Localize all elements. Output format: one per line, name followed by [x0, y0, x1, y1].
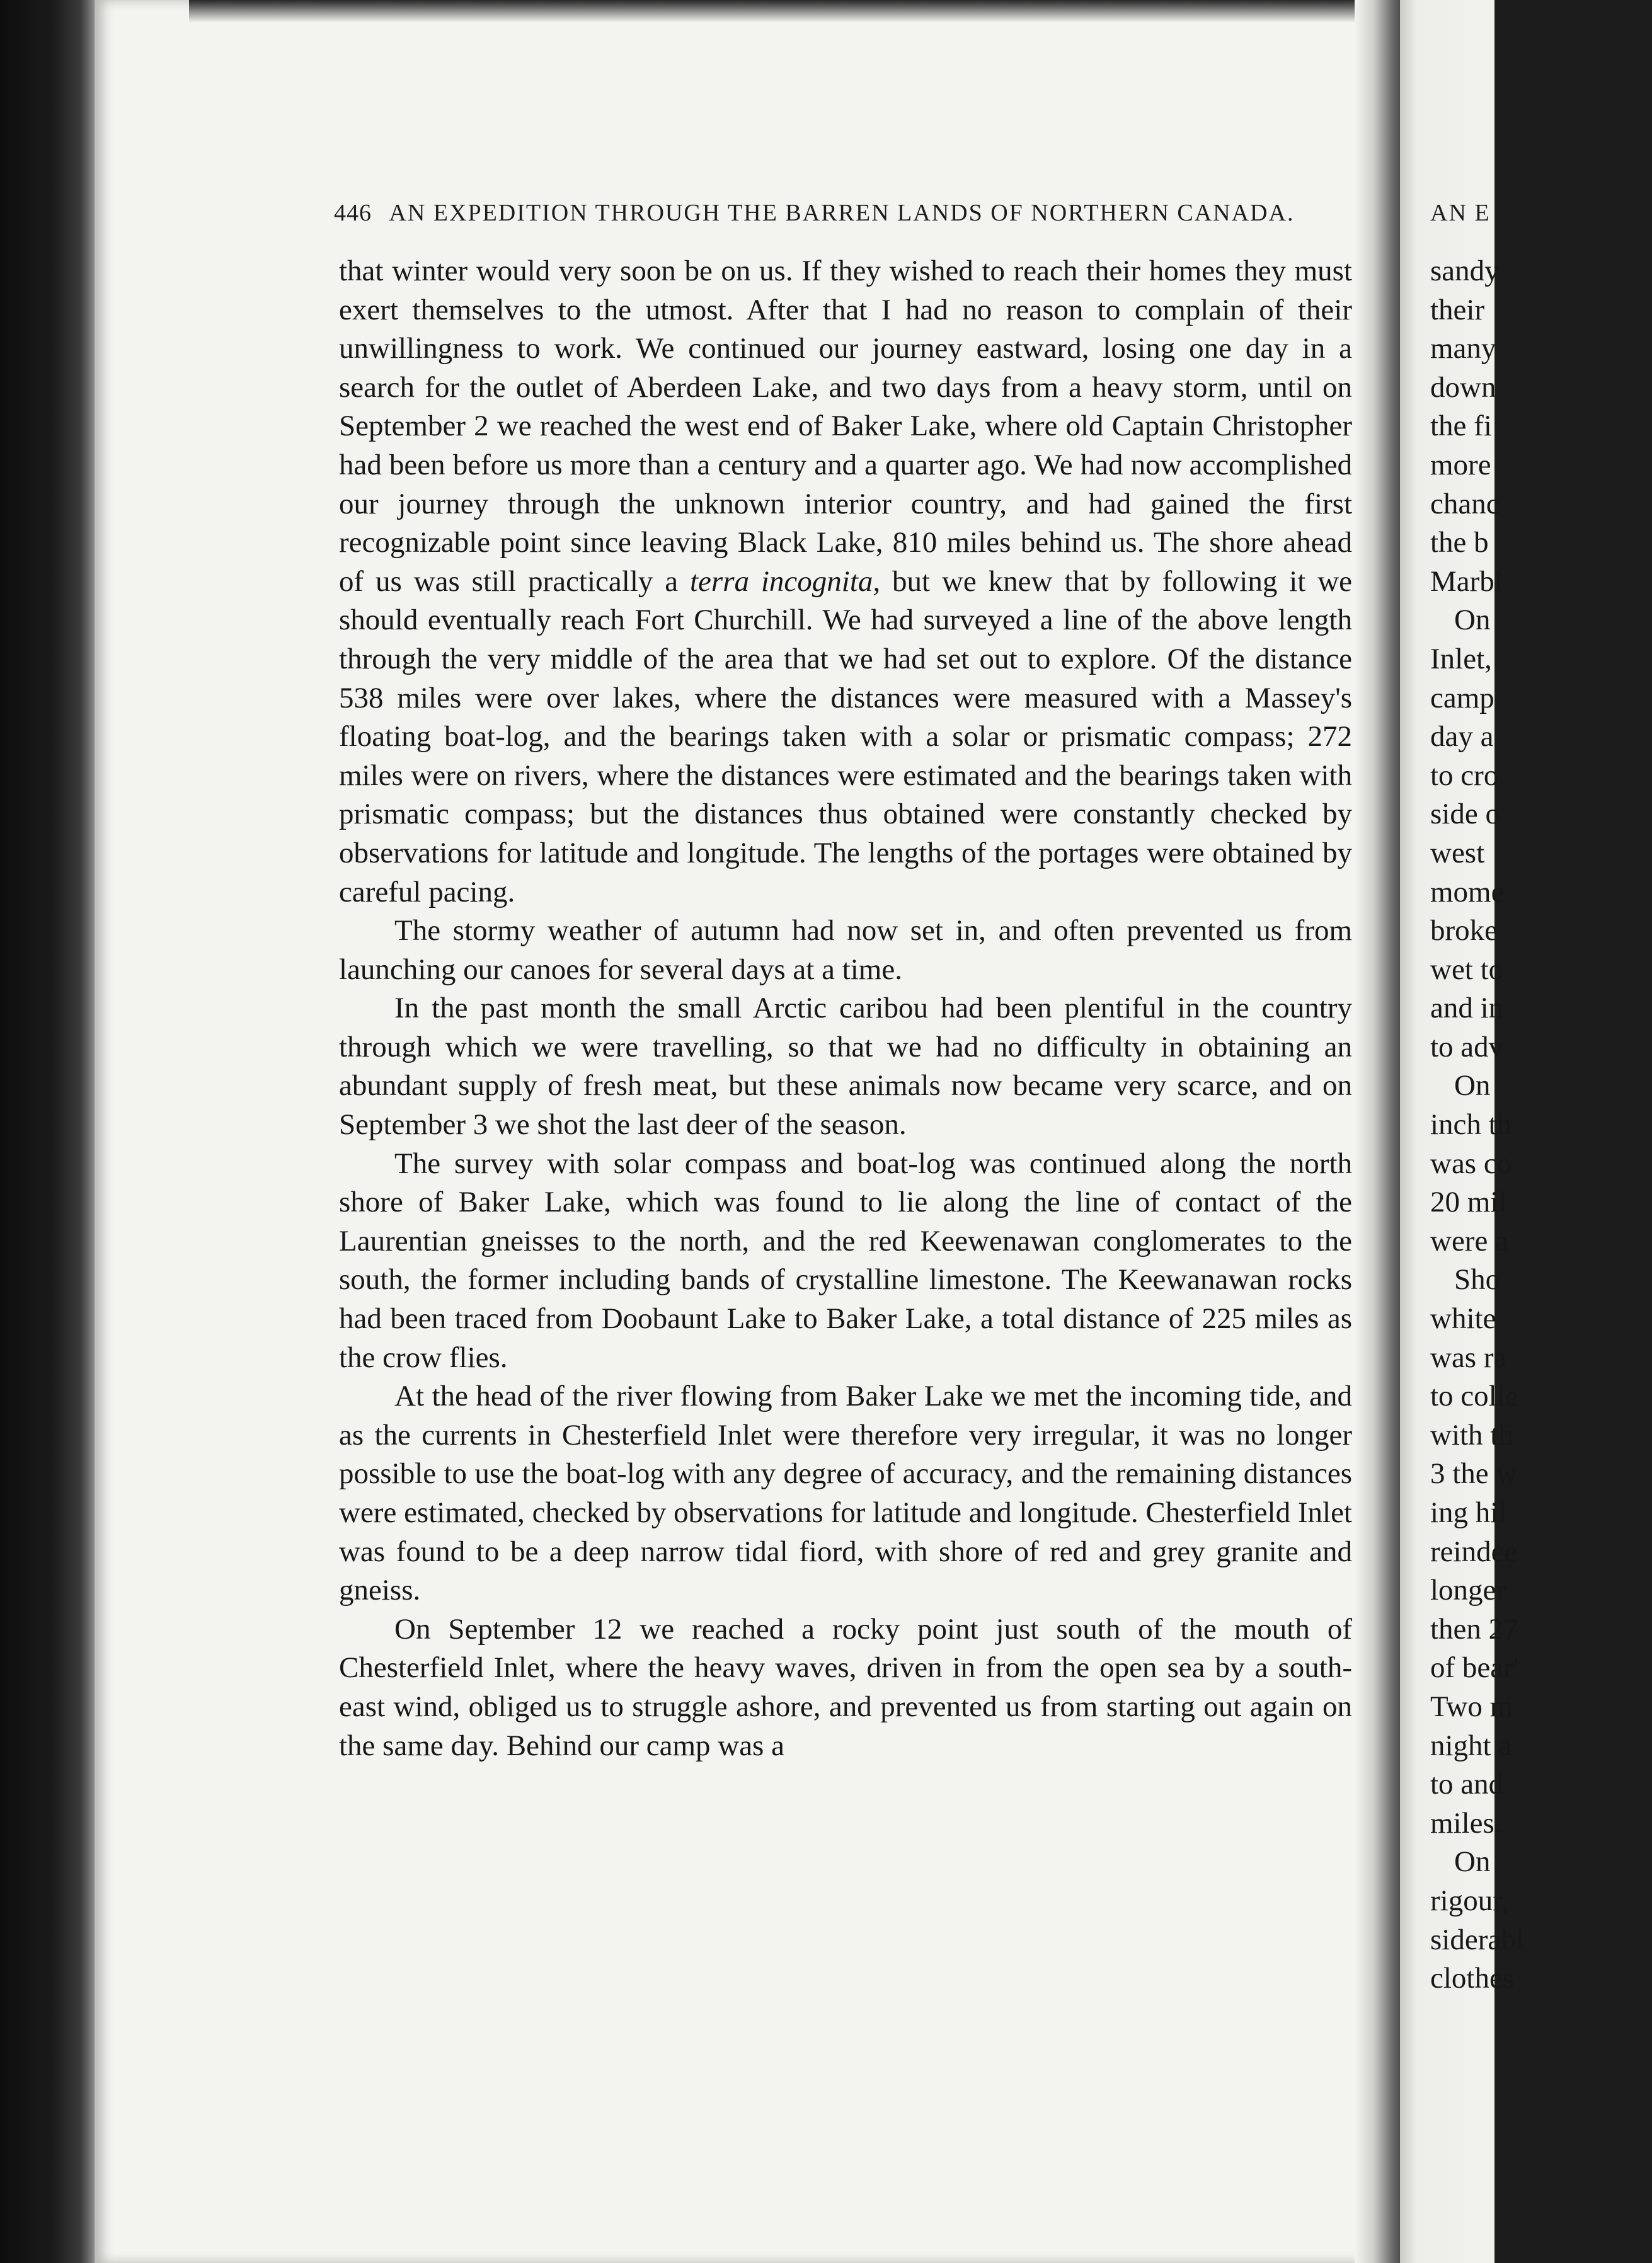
facing-line: the b [1430, 526, 1489, 559]
facing-line: Two m [1430, 1690, 1513, 1723]
facing-line: the fi [1430, 410, 1492, 443]
paragraph-1 [339, 252, 1352, 912]
running-head-title: AN EXPEDITION THROUGH THE BARREN LANDS OF NORTHERN CANADA. [389, 200, 1295, 226]
facing-line: was ra [1430, 1341, 1507, 1374]
facing-line: Inlet, [1430, 642, 1492, 675]
scan-margin-left [0, 0, 95, 2263]
facing-line: Sho [1454, 1263, 1501, 1297]
facing-running-head: AN E [1430, 200, 1491, 226]
facing-line: inch th [1430, 1108, 1512, 1142]
scan-top-shadow [189, 0, 1481, 23]
paragraph-1-italic: terra incognita, [690, 564, 881, 598]
facing-line: with th [1430, 1418, 1513, 1452]
facing-line: night a [1430, 1729, 1512, 1762]
paragraph-3: In the past month the small Arctic caribou had been plentiful in the country through which we were travelling, so that we had no difficulty in obtaining an abundant supply of fresh meat, but these animals now became very scarce, and on September 3 we shot the last deer of the season. [339, 992, 1352, 1142]
facing-line: Marbl [1430, 564, 1503, 598]
page-number: 446 [334, 200, 372, 226]
facing-line: was co [1430, 1147, 1512, 1180]
facing-page [1400, 0, 1524, 2263]
facing-line: white [1430, 1302, 1496, 1336]
paragraph-5: At the head of the river flowing from Baker Lake we met the incoming tide, and as the currents in Chesterfield Inlet were therefore very irregular, it was no longer possible to use the boat-log with any degree of accuracy, and the remaining distances were estimated, checked by observations for latitude and longitude. Chesterfield Inlet was found to be a deep narrow tidal fiord, with shore of red and grey granite and gneiss. [339, 1380, 1352, 1607]
facing-line: 3 the w [1430, 1457, 1518, 1491]
facing-line: On [1454, 604, 1491, 637]
facing-line: and in [1430, 992, 1504, 1025]
facing-line: On [1454, 1845, 1491, 1879]
running-head [334, 199, 1342, 227]
paragraph-1-text-b: but we knew that by following it we should eventually reach Fort Churchill. We had surveyed a line of the above length through the very middle of the area that we had set out to explore. Of the distance 538 miles were over lakes, where the distances were measured with a Massey's floating boat-log, and the bearings taken with a solar or prismatic compass; 272 miles were on rivers, where the distances were estimated and the bearings taken with prismatic compass; but the distances thus obtained were constantly checked by observations for latitude and longitude. The lengths of the portages were obtained by careful pacing. [339, 564, 1352, 908]
facing-line: broke [1430, 914, 1498, 948]
facing-line: 20 mil [1430, 1186, 1507, 1219]
facing-line: rigour, [1430, 1884, 1509, 1917]
paragraph-1-text-a: that winter would very soon be on us. If they wished to reach their homes they must exert themselves to the utmost. After that I had no reason to complain of their unwillingness to work. We continued our journey eastward, losing one day in a search for the outlet of Aberdeen Lake, and two days from a heavy storm, until on September 2 we reached the west end of Baker Lake, where old Captain Christopher had been before us more than a century and a quarter ago. We had now accomplished our journey through the unknown interior country, and had gained the first recognizable point since leaving Black Lake, 810 miles behind us. The shore ahead of us was still practically a [339, 255, 1352, 598]
facing-line: more [1430, 448, 1491, 481]
facing-line: their [1430, 293, 1485, 326]
facing-line: siderabl [1430, 1923, 1524, 1956]
facing-line: camp [1430, 681, 1494, 714]
paragraph-4: The survey with solar compass and boat-log was continued along the north shore of Baker Lake, which was found to lie along the line of contact of the Laurentian gneisses to the north, and the red Keewenawan conglomerates to the south, the former including bands of crystalline limestone. The Keewanawan rocks had been traced from Doobaunt Lake to Baker Lake, a total distance of 225 miles as the crow flies. [339, 1147, 1352, 1374]
facing-line: On [1454, 1069, 1491, 1103]
facing-line: west [1430, 836, 1485, 869]
facing-line: to colle [1430, 1380, 1518, 1413]
facing-line: side o [1430, 798, 1500, 831]
facing-page-text [1400, 252, 1652, 1998]
facing-line: down [1430, 370, 1496, 404]
page-body [339, 252, 1352, 1765]
facing-line: many [1430, 332, 1496, 365]
facing-line: to and [1430, 1768, 1504, 1801]
facing-line: mome [1430, 875, 1505, 908]
facing-line: of bear' [1430, 1651, 1519, 1685]
facing-line: to adv [1430, 1030, 1504, 1063]
facing-line: miles. [1430, 1806, 1502, 1840]
facing-line: ing hil [1430, 1496, 1507, 1529]
facing-line: wet to [1430, 953, 1504, 986]
facing-line: to cro [1430, 759, 1499, 792]
facing-line: then 27 [1430, 1612, 1518, 1646]
facing-line: chanc [1430, 487, 1500, 520]
facing-line: day a [1430, 720, 1494, 753]
facing-line: clothes [1430, 1962, 1515, 1995]
paragraph-2: The stormy weather of autumn had now set in, and often prevented us from launching our canoes for several days at a time. [339, 914, 1352, 986]
paragraph-6: On September 12 we reached a rocky point just south of the mouth of Chesterfield Inlet, where the heavy waves, driven in from the open sea by a south-east wind, obliged us to struggle ashore, and prevented us from starting out again on the same day. Behind our camp was a [339, 1612, 1352, 1762]
facing-line: sandy [1430, 255, 1500, 287]
facing-line: reindee [1430, 1535, 1518, 1568]
facing-line: longer [1430, 1574, 1506, 1607]
facing-line: were a [1430, 1224, 1508, 1258]
